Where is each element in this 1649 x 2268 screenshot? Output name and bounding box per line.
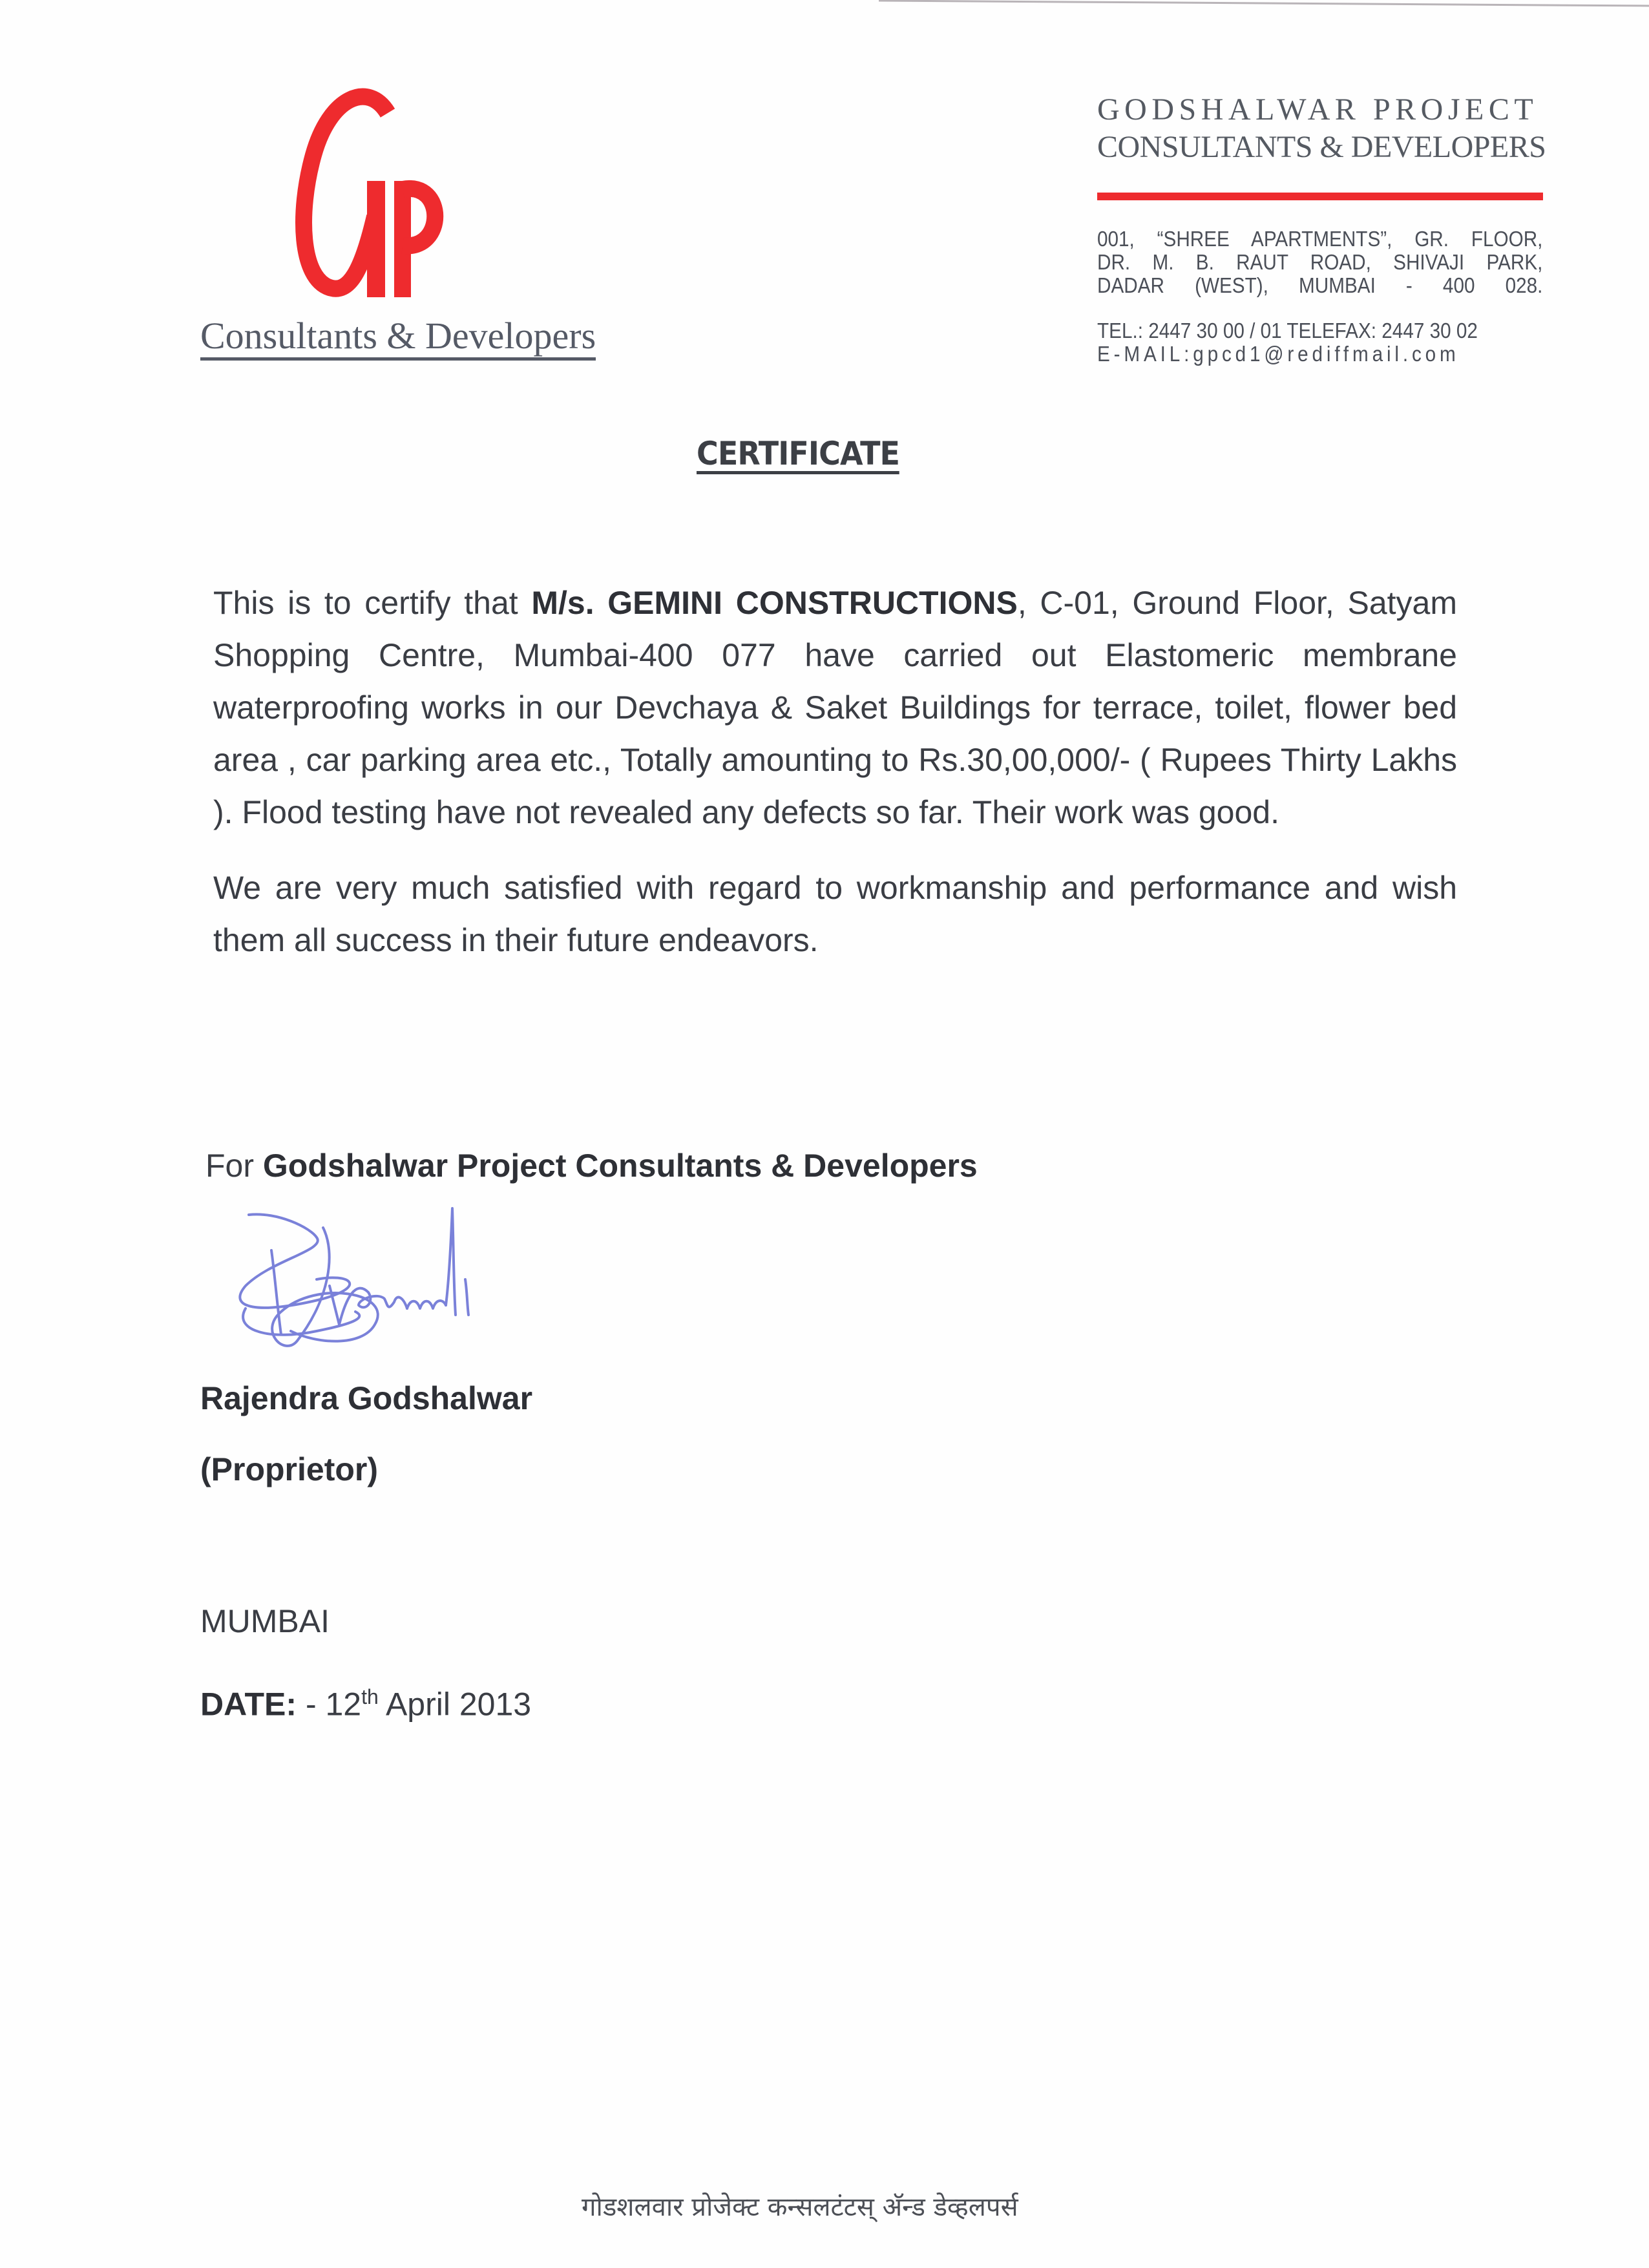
company-name-line1: GODSHALWAR PROJECT (1097, 92, 1539, 127)
company-contact (1097, 319, 1542, 366)
letterhead-block (1097, 92, 1546, 366)
logo-tagline: Consultants & Developers (200, 317, 596, 361)
company-name-line2: CONSULTANTS & DEVELOPERS (1097, 130, 1546, 164)
signer-name: Rajendra Godshalwar (200, 1380, 533, 1416)
footer-company-name-marathi: गोडशलवार प्रोजेक्ट कन्सलटंटस् अ‍ॅन्ड डेव्हलपर्स (582, 2192, 1018, 2222)
body-paragraph-1 (213, 577, 1457, 839)
for-prefix: For (205, 1148, 263, 1184)
gp-monogram-icon (278, 84, 446, 307)
date-day: 12 (325, 1686, 362, 1723)
company-logo (194, 84, 607, 368)
date-label: DATE: (200, 1686, 297, 1723)
signer-role: (Proprietor) (200, 1451, 378, 1487)
place: MUMBAI (200, 1603, 330, 1639)
date-separator: - (297, 1686, 326, 1723)
certificate-title: CERTIFICATE (697, 437, 899, 474)
issuing-company: Godshalwar Project Consultants & Developers (262, 1148, 978, 1184)
address-line: DR. M. B. RAUT ROAD, SHIVAJI PARK, (1097, 250, 1543, 274)
letterhead-red-rule (1097, 193, 1543, 200)
para1-rest: , C-01, Ground Floor, Satyam Shopping Centre, Mumbai-400 077 have carried out Elastomeric membrane waterproofing works in our Devchaya & Saket Buildings for terrace, toilet, flower bed area , car parking area etc., Totally amounting to Rs.30,00,000/- ( Rupees Thirty Lakhs ). Flood testing have not revealed any defects so far. Their work was good. (213, 585, 1457, 830)
para1-intro: This is to certify that (213, 585, 532, 621)
telephone-line: TEL.: 2447 30 00 / 01 TELEFAX: 2447 30 02 (1097, 319, 1478, 342)
email-line: E-MAIL:gpcd1@rediffmail.com (1097, 342, 1460, 366)
date-line (200, 1685, 531, 1723)
signature-icon (220, 1202, 620, 1363)
scan-edge-artifact (879, 0, 1649, 8)
address-line: DADAR (WEST), MUMBAI - 400 028. (1097, 273, 1543, 297)
certificate-body (213, 577, 1457, 967)
body-paragraph-2: We are very much satisfied with regard to workmanship and performance and wish them all success in their future endeavors. (213, 870, 1457, 958)
date-month-year: April 2013 (378, 1686, 532, 1723)
contractor-name: M/s. GEMINI CONSTRUCTIONS (531, 585, 1018, 621)
for-company-line (205, 1147, 978, 1184)
address-line: 001, “SHREE APARTMENTS”, GR. FLOOR, (1097, 227, 1543, 251)
company-address (1097, 227, 1542, 297)
date-ordinal: th (361, 1685, 379, 1708)
